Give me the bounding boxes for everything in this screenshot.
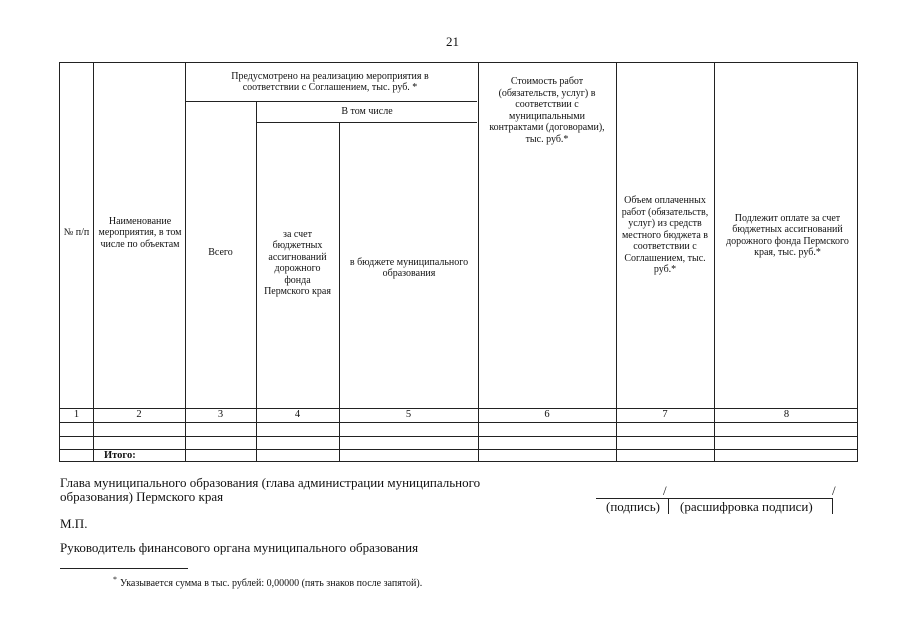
header-paid-volume: Объем оплаченных работ (обязательств, услуг) из средств местного бюджета в соответствии с Соглашением, тыс. руб.* — [621, 195, 709, 276]
column-number: 3 — [217, 409, 224, 420]
table-divider — [616, 63, 617, 461]
table-divider — [714, 63, 715, 461]
signature-caption: (подпись) — [606, 499, 660, 514]
finance-head-label: Руководитель финансового органа муниципального образования — [60, 540, 419, 555]
report-table — [59, 62, 858, 462]
header-including: В том числе — [341, 105, 393, 117]
head-of-municipality-line1: Глава муниципального образования (глава администрации муниципального — [60, 475, 481, 490]
column-number: 5 — [405, 409, 412, 420]
table-divider — [256, 101, 257, 461]
total-label: Итого: — [104, 450, 136, 461]
signature-slash: / — [663, 483, 667, 498]
footnote-separator — [60, 568, 188, 569]
decoding-caption: (расшифровка подписи) — [680, 499, 813, 514]
stamp-label: М.П. — [60, 516, 88, 531]
column-number: 4 — [294, 409, 301, 420]
header-number: № п/п — [63, 227, 90, 239]
table-divider — [60, 422, 857, 423]
table-divider — [256, 122, 477, 123]
caption-divider — [832, 498, 833, 514]
header-total: Всего — [208, 247, 233, 259]
table-divider — [60, 449, 857, 450]
footnote-text: Указывается сумма в тыс. рублей: 0,00000 (пять знаков после запятой). — [120, 578, 423, 589]
column-number: 1 — [73, 409, 80, 420]
footnote-mark: * — [113, 575, 117, 584]
header-cost-of-works: Стоимость работ (обязательств, услуг) в соответствии с муниципальными контрактами (договорами), тыс. руб.* — [489, 76, 605, 145]
header-municipal-budget: в бюджете муниципального образования — [349, 256, 469, 279]
signature-slash: / — [832, 483, 836, 498]
caption-divider — [668, 498, 669, 514]
column-number: 7 — [662, 409, 668, 420]
page-number: 21 — [446, 34, 459, 49]
column-number: 6 — [544, 409, 550, 420]
head-of-municipality-line2: образования) Пермского края — [60, 489, 224, 504]
column-number: 8 — [783, 409, 790, 420]
column-number: 2 — [136, 409, 142, 420]
header-provided-group: Предусмотрено на реализацию мероприятия в соответствии с Соглашением, тыс. руб. * — [231, 70, 429, 93]
table-divider — [478, 63, 479, 461]
header-name: Наименование мероприятия, в том числе по объектам — [98, 215, 182, 250]
header-to-be-paid: Подлежит оплате за счет бюджетных ассигнований дорожного фонда Пермского края, тыс. руб.* — [726, 212, 849, 258]
table-divider — [93, 63, 94, 461]
header-road-fund: за счет бюджетных ассигнований дорожного фонда Пермского края — [264, 228, 331, 297]
table-divider — [60, 436, 857, 437]
